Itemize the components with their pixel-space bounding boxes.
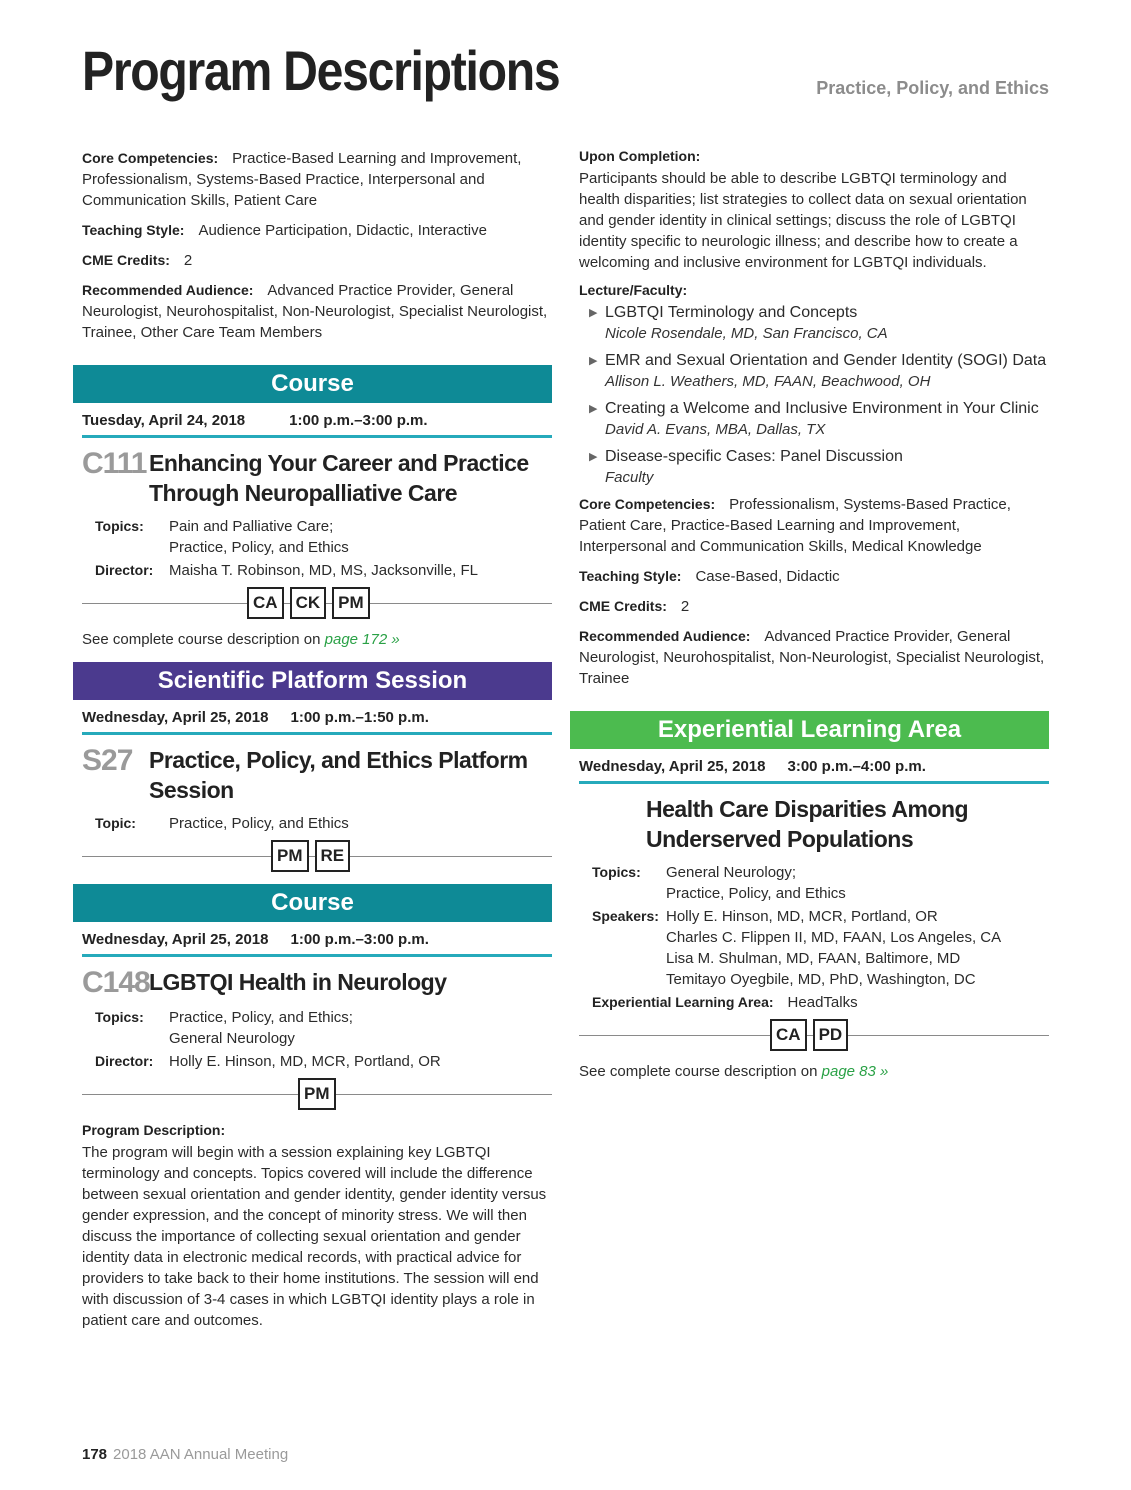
upon-completion-label: Upon Completion: (579, 148, 701, 164)
list-item: ▶ Creating a Welcome and Inclusive Environment in Your Clinic David A. Evans, MBA, Dallas, TX (589, 400, 1039, 438)
badge-row (82, 840, 552, 874)
upon-completion-text: Participants should be able to describe LGBTQI terminology and health disparities; list strategies to collect data on sexual orientation and gender identity in clinical settings; discuss the role of LGBTQI identity specific to neurologic illness; and describe how to create a welcoming and inclusive environment for LGBTQI individuals. (579, 170, 1027, 271)
session-dateline: Tuesday, April 24, 2018 1:00 p.m.–3:00 p.m. (82, 403, 552, 438)
page-number: 178 (82, 1446, 108, 1463)
badge-re: RE (315, 840, 351, 872)
triangle-right-icon: ▶ (589, 403, 598, 415)
recommended-audience: Recommended Audience: Advanced Practice Provider, General Neurologist, Neurohospitalist, Non-Neurologist, Specialist Neurologist, Trainee, Other Care Team Members (82, 282, 548, 341)
experiential-banner: Experiential Learning Area (570, 711, 1049, 749)
topics-row: Topics: Practice, Policy, and Ethics; General Neurology (95, 1009, 353, 1047)
badge-pm: PM (332, 587, 370, 619)
session-title: Practice, Policy, and Ethics Platform Session (149, 747, 528, 803)
topics-row: Topics: Pain and Palliative Care; Practice, Policy, and Ethics (95, 518, 349, 556)
badge-pd: PD (813, 1019, 849, 1051)
section-tag: Practice, Policy, and Ethics (816, 78, 1049, 98)
page-link[interactable]: page 83 » (821, 1063, 889, 1080)
director-row: Director: Holly E. Hinson, MD, MCR, Portland, OR (95, 1053, 441, 1070)
left-column (82, 148, 552, 1340)
course-banner: Course (73, 884, 552, 922)
session-code: S27 (82, 744, 133, 777)
platform-banner: Scientific Platform Session (73, 662, 552, 700)
session-header (82, 448, 552, 508)
program-description-label: Program Description: (82, 1122, 226, 1138)
lecture-list (579, 302, 1049, 488)
topic-row: Topic: Practice, Policy, and Ethics (95, 815, 349, 832)
session-code: C111 (82, 447, 147, 480)
session-header (579, 794, 1049, 854)
program-description-text: The program will begin with a session explaining key LGBTQI terminology and concepts. Topics covered will include the difference between sexual orientation and gender identity, gender identity versus gender expression, and the concept of minority stress. We will then discuss the importance of collecting sexual orientation and gender identity data in electronic medical records, with practical advice for providers to take back to their home institutions. The session will end with discussion of 3-4 cases in which LGBTQI identity plays a role in patient care and outcomes. (82, 1144, 547, 1329)
area-row: Experiential Learning Area: HeadTalks (592, 994, 858, 1011)
list-item: ▶ EMR and Sexual Orientation and Gender Identity (SOGI) Data Allison L. Weathers, MD, FAAN, Beachwood, OH (589, 352, 1047, 390)
page-footer: 178 2018 AAN Annual Meeting (82, 1446, 289, 1463)
recommended-audience: Recommended Audience: Advanced Practice Provider, General Neurologist, Neurohospitalist, Non-Neurologist, Specialist Neurologist, Trainee (579, 628, 1045, 687)
topics-row: Topics: General Neurology; Practice, Policy, and Ethics (592, 864, 846, 902)
badge-row (579, 1019, 1049, 1053)
teaching-style: Teaching Style: Case-Based, Didactic (579, 568, 840, 585)
right-column (579, 148, 1049, 1094)
badge-row (82, 1078, 552, 1112)
see-description: See complete course description on page 83 » (579, 1063, 889, 1080)
triangle-right-icon: ▶ (589, 307, 598, 319)
core-competencies: Core Competencies: Practice-Based Learning and Improvement, Professionalism, Systems-Based Practice, Interpersonal and Communication Skills, Patient Care (82, 150, 522, 209)
page-title: Program Descriptions (82, 39, 560, 102)
cme-credits: CME Credits: 2 (82, 252, 193, 269)
speakers-row: Speakers: Holly E. Hinson, MD, MCR, Portland, OR Charles C. Flippen II, MD, FAAN, Los Angeles, CA Lisa M. Shulman, MD, FAAN, Baltimore, MD Temitayo Oyegbile, MD, PhD, Washington, DC (592, 908, 1002, 988)
session-code: C148 (82, 966, 150, 999)
badge-row (82, 587, 552, 621)
session-title: Health Care Disparities Among Underserved Populations (646, 796, 969, 852)
triangle-right-icon: ▶ (589, 355, 598, 367)
cme-credits: CME Credits: 2 (579, 598, 690, 615)
session-header (82, 967, 552, 999)
teaching-style: Teaching Style: Audience Participation, Didactic, Interactive (82, 222, 487, 239)
list-item: ▶ LGBTQI Terminology and Concepts Nicole Rosendale, MD, San Francisco, CA (589, 304, 888, 342)
page-link[interactable]: page 172 » (324, 631, 400, 648)
session-dateline: Wednesday, April 25, 2018 1:00 p.m.–1:50 p.m. (82, 700, 552, 735)
session-title: Enhancing Your Career and Practice Through Neuropalliative Care (149, 450, 529, 506)
session-header (82, 745, 552, 805)
badge-ck: CK (290, 587, 327, 619)
session-dateline: Wednesday, April 25, 2018 1:00 p.m.–3:00 p.m. (82, 922, 552, 957)
core-competencies: Core Competencies: Professionalism, Systems-Based Practice, Patient Care, Practice-Based Learning and Improvement, Interpersonal and Communication Skills, Medical Knowledge (579, 496, 1011, 555)
session-title: LGBTQI Health in Neurology (149, 969, 447, 995)
triangle-right-icon: ▶ (589, 451, 598, 463)
director-row: Director: Maisha T. Robinson, MD, MS, Jacksonville, FL (95, 562, 479, 579)
session-dateline: Wednesday, April 25, 2018 3:00 p.m.–4:00 p.m. (579, 749, 1049, 784)
badge-pm: PM (298, 1078, 336, 1110)
badge-ca: CA (770, 1019, 807, 1051)
badge-ca: CA (247, 587, 284, 619)
see-description: See complete course description on page 172 » (82, 631, 400, 648)
course-banner: Course (73, 365, 552, 403)
list-item: ▶ Disease-specific Cases: Panel Discussion Faculty (589, 448, 903, 486)
badge-pm: PM (271, 840, 309, 872)
lecture-faculty-label: Lecture/Faculty: (579, 282, 688, 298)
